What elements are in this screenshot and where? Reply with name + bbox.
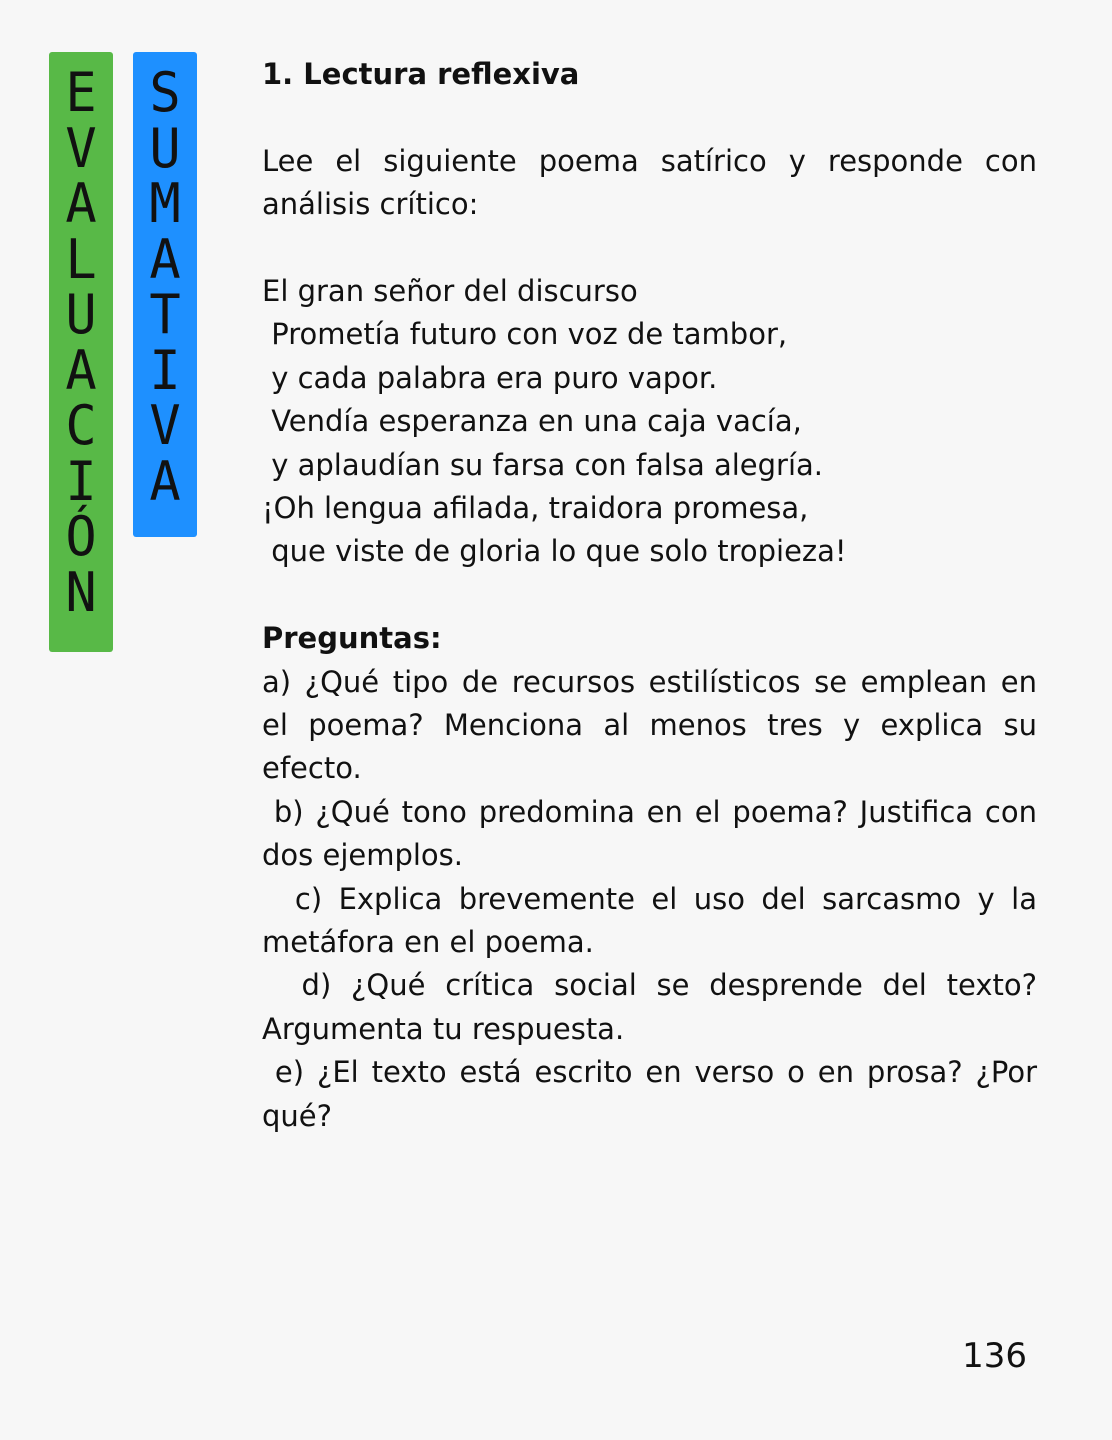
section-title: 1. Lectura reflexiva <box>262 57 580 91</box>
question-item: b) ¿Qué tono predomina en el poema? Justifica con dos ejemplos. <box>262 794 1047 873</box>
vertical-letter: V <box>65 116 97 180</box>
vertical-letter: U <box>149 116 181 180</box>
vertical-letter: A <box>65 172 97 236</box>
question-item: a) ¿Qué tipo de recursos estilísticos se emplean en el poema? Menciona al menos tres y explica su efecto. <box>262 664 1047 786</box>
vertical-letter: I <box>149 338 181 402</box>
spacer <box>262 574 1037 617</box>
vertical-letter: I <box>65 449 97 513</box>
vertical-letter: A <box>149 449 181 513</box>
vertical-letter: N <box>65 560 97 624</box>
vertical-letter: L <box>65 227 97 291</box>
question-item: c) Explica brevemente el uso del sarcasmo y la metáfora en el poema. <box>262 881 1047 959</box>
vertical-letter: V <box>149 394 181 458</box>
evaluacion-vertical-label <box>49 52 113 652</box>
vertical-letter: M <box>149 172 181 236</box>
spacer <box>262 96 1037 139</box>
vertical-letter: S <box>149 61 181 125</box>
vertical-letter: E <box>65 61 97 125</box>
poem-line: y cada palabra era puro vapor. <box>262 360 718 395</box>
vertical-letter: T <box>149 283 181 347</box>
poem-line: Vendía esperanza en una caja vacía, <box>262 404 802 439</box>
poem <box>262 270 1037 574</box>
page-number: 136 <box>962 1336 1027 1376</box>
poem-line: El gran señor del discurso <box>262 273 638 308</box>
poem-line: y aplaudían su farsa con falsa alegría. <box>262 447 823 482</box>
vertical-letter: C <box>65 394 97 458</box>
vertical-letter: A <box>149 227 181 291</box>
spacer <box>262 227 1037 270</box>
poem-line: que viste de gloria lo que solo tropieza! <box>262 534 847 569</box>
questions-list <box>262 661 1047 1138</box>
question-item: d) ¿Qué crítica social se desprende del texto? Argumenta tu respuesta. <box>262 968 1047 1046</box>
question-item: e) ¿El texto está escrito en verso o en prosa? ¿Por qué? <box>262 1055 1047 1133</box>
page-content <box>262 53 1047 1138</box>
sumativa-vertical-label <box>133 52 197 537</box>
questions-title: Preguntas: <box>262 621 442 656</box>
poem-line: ¡Oh lengua afilada, traidora promesa, <box>262 490 809 525</box>
vertical-letter: U <box>65 283 97 347</box>
vertical-letter: A <box>65 338 97 402</box>
instruction-text: Lee el siguiente poema satírico y responde con análisis crítico: <box>262 143 1037 222</box>
vertical-letter: Ó <box>65 505 97 569</box>
poem-line: Prometía futuro con voz de tambor, <box>262 317 788 352</box>
